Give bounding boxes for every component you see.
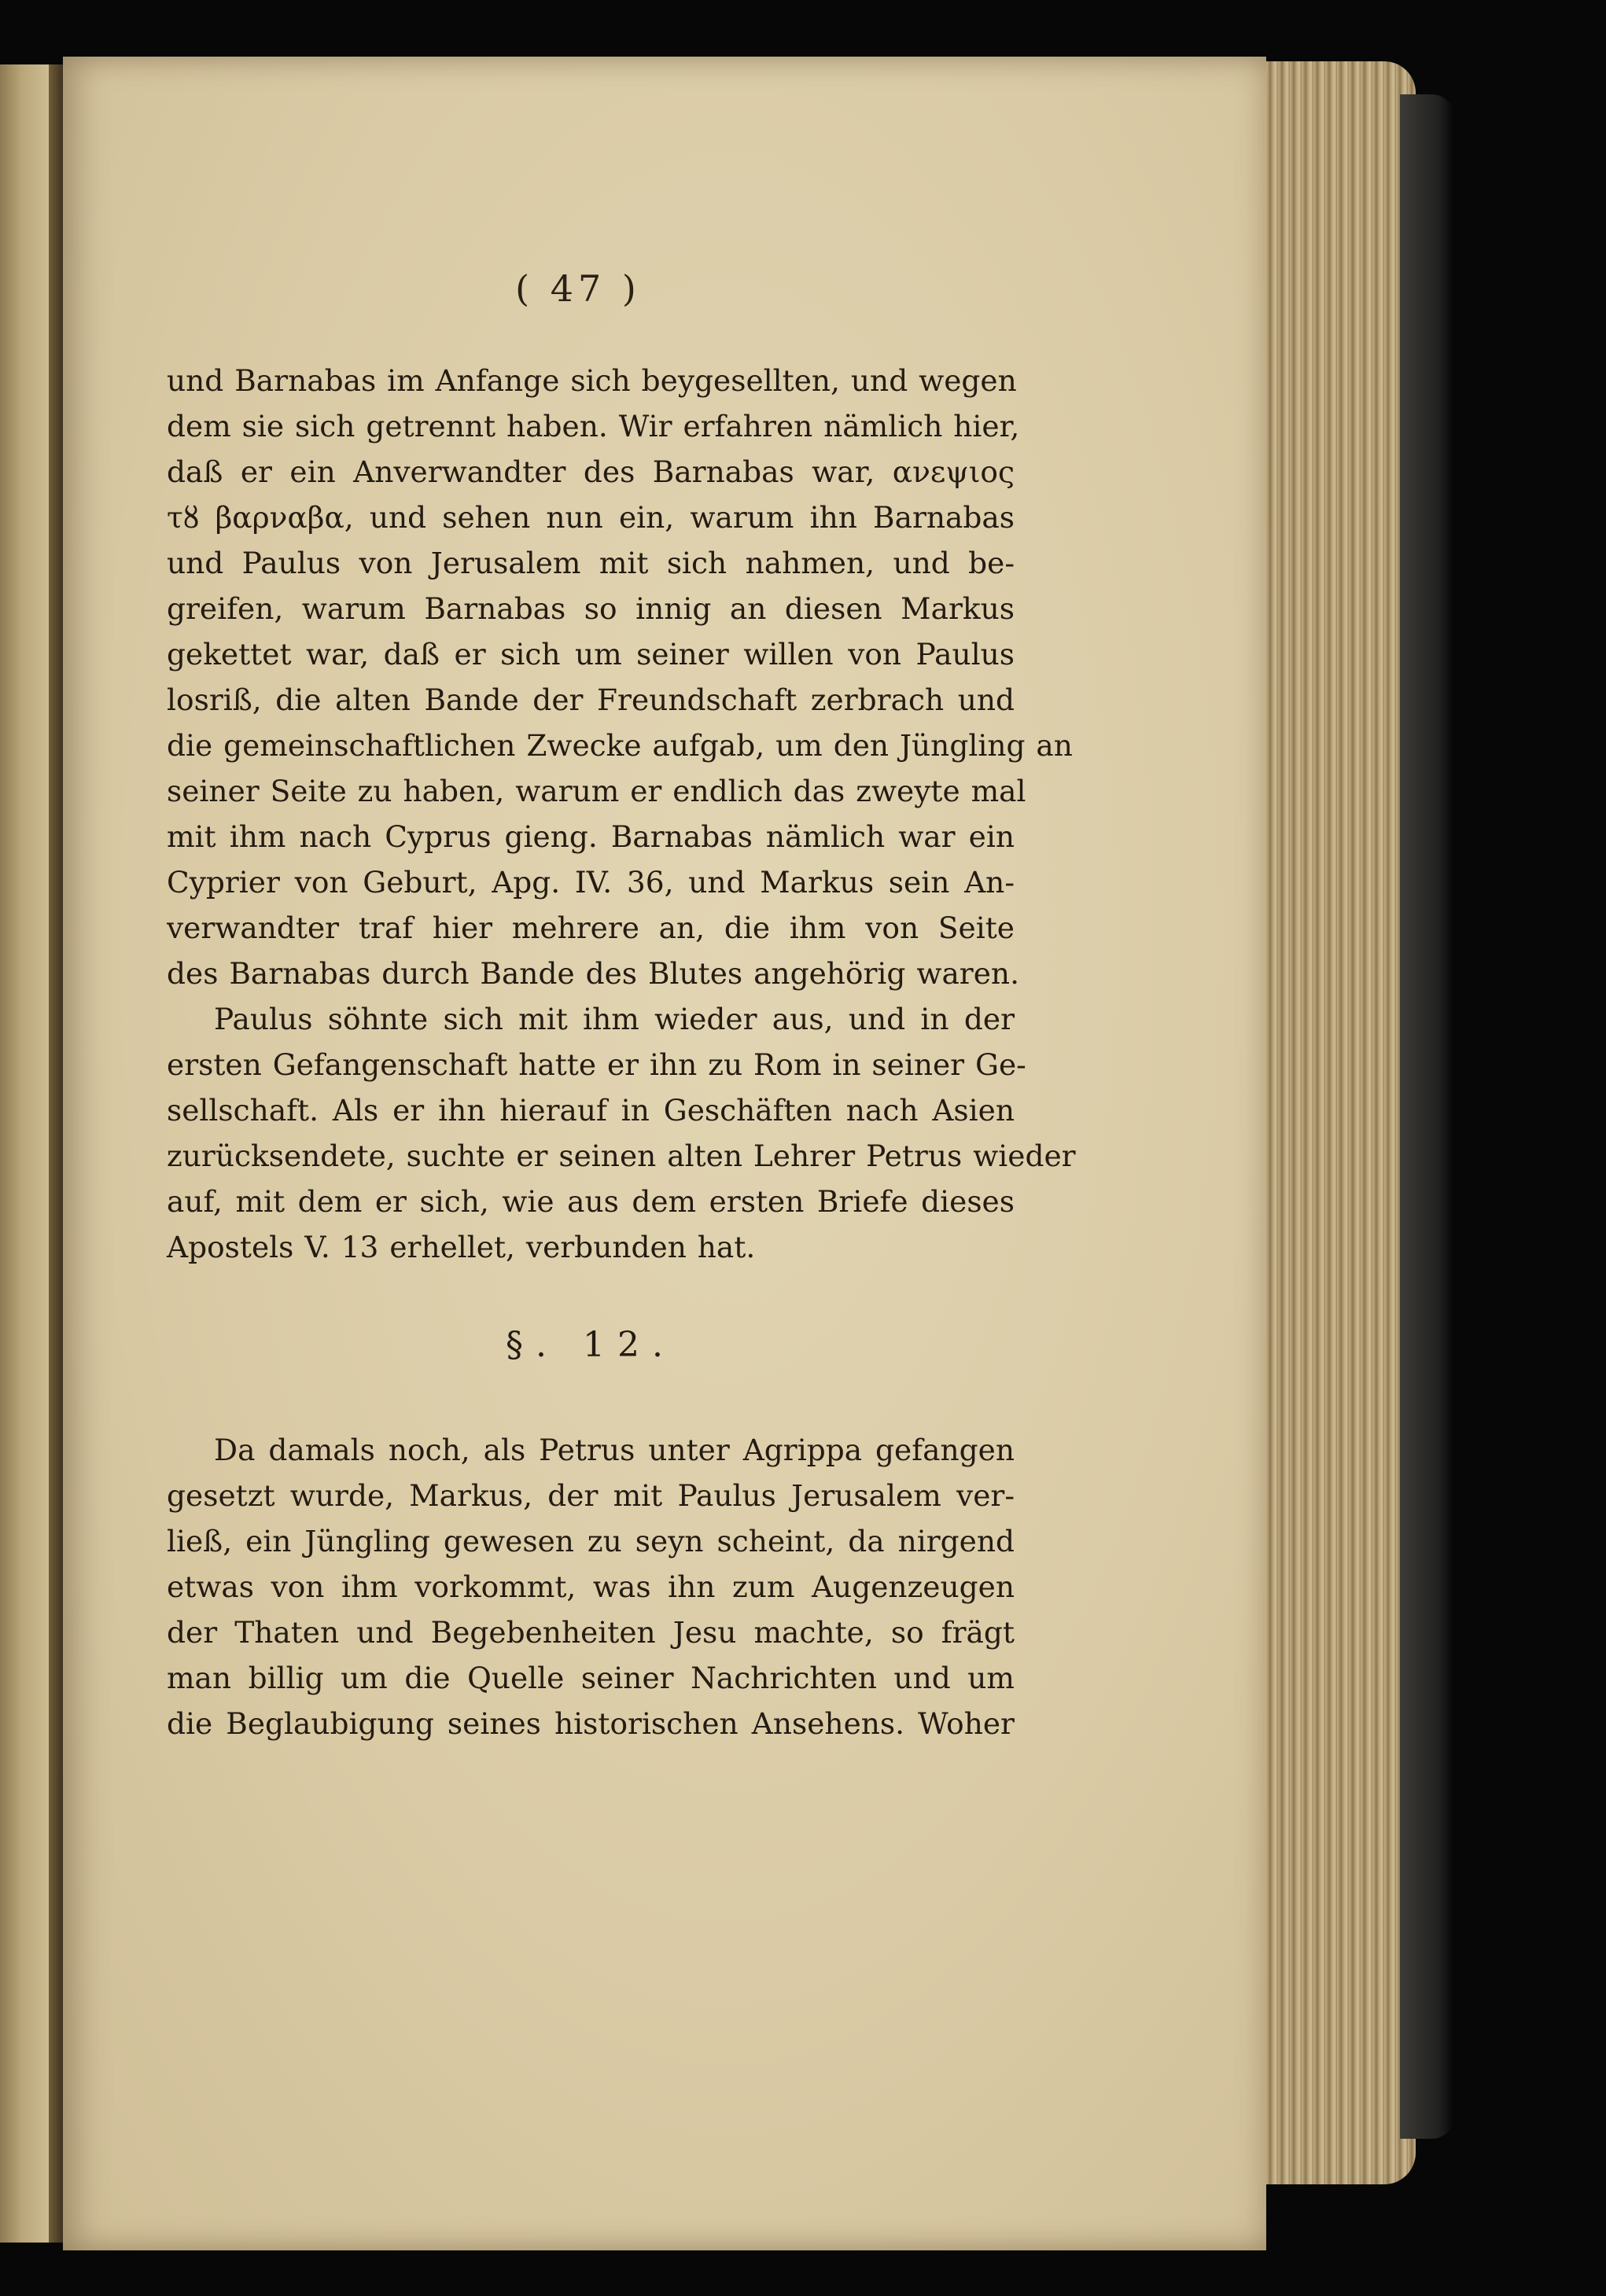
text-line: der Thaten und Begebenheiten Jesu machte, so frägt — [167, 1615, 1015, 1650]
book-gutter — [49, 64, 63, 2243]
text-line: gesetzt wurde, Markus, der mit Paulus Jerusalem ver- — [167, 1478, 1015, 1513]
text-line: ersten Gefangenschaft hatte er ihn zu Rom in seiner Ge- — [167, 1047, 1026, 1082]
text-line: sellschaft. Als er ihn hierauf in Geschäften nach Asien — [167, 1093, 1015, 1128]
text-line: die Beglaubigung seines historischen Ansehens. Woher — [167, 1706, 1015, 1741]
text-line: ließ, ein Jüngling gewesen zu seyn scheint, da nirgend — [167, 1524, 1015, 1558]
text-line: Cyprier von Geburt, Apg. IV. 36, und Markus sein An- — [167, 865, 1015, 900]
text-line: etwas von ihm vorkommt, was ihn zum Augenzeugen — [167, 1569, 1015, 1604]
text-line: mit ihm nach Cyprus gieng. Barnabas nämlich war ein — [167, 819, 1015, 854]
text-line: Da damals noch, als Petrus unter Agrippa gefangen — [214, 1433, 1015, 1467]
section-heading: §. 12. — [506, 1325, 676, 1365]
text-line: verwandter traf hier mehrere an, die ihm von Seite — [167, 911, 1015, 945]
text-line: τȣ βαρναβα, und sehen nun ein, warum ihn Barnabas — [167, 500, 1015, 535]
text-line: die gemeinschaftlichen Zwecke aufgab, um den Jüngling an — [167, 728, 1073, 763]
text-line: und Paulus von Jerusalem mit sich nahmen, und be- — [167, 546, 1015, 580]
text-line: Apostels V. 13 erhellet, verbunden hat. — [167, 1230, 756, 1264]
text-line: auf, mit dem er sich, wie aus dem ersten Briefe dieses — [167, 1184, 1015, 1219]
text-line: und Barnabas im Anfange sich beygesellten, und wegen — [167, 363, 1017, 398]
text-line: losriß, die alten Bande der Freundschaft zerbrach und — [167, 683, 1015, 717]
text-line: des Barnabas durch Bande des Blutes angehörig waren. — [167, 956, 1019, 991]
text-line: Paulus söhnte sich mit ihm wieder aus, und in der — [214, 1002, 1015, 1036]
text-line: greifen, warum Barnabas so innig an diesen Markus — [167, 591, 1015, 626]
previous-page-edge — [0, 64, 49, 2243]
text-line: seiner Seite zu haben, warum er endlich das zweyte mal — [167, 774, 1026, 808]
text-line: daß er ein Anverwandter des Barnabas war, ανεψιος — [167, 454, 1015, 489]
text-line: zurücksendete, suchte er seinen alten Lehrer Petrus wieder — [167, 1139, 1076, 1173]
page-stack-edges — [1266, 61, 1416, 2184]
book-cover-edge — [1400, 94, 1455, 2139]
page-number: ( 47 ) — [515, 267, 641, 310]
text-line: gekettet war, daß er sich um seiner willen von Paulus — [167, 637, 1015, 672]
text-line: dem sie sich getrennt haben. Wir erfahren nämlich hier, — [167, 409, 1020, 443]
text-line: man billig um die Quelle seiner Nachrichten und um — [167, 1661, 1015, 1695]
